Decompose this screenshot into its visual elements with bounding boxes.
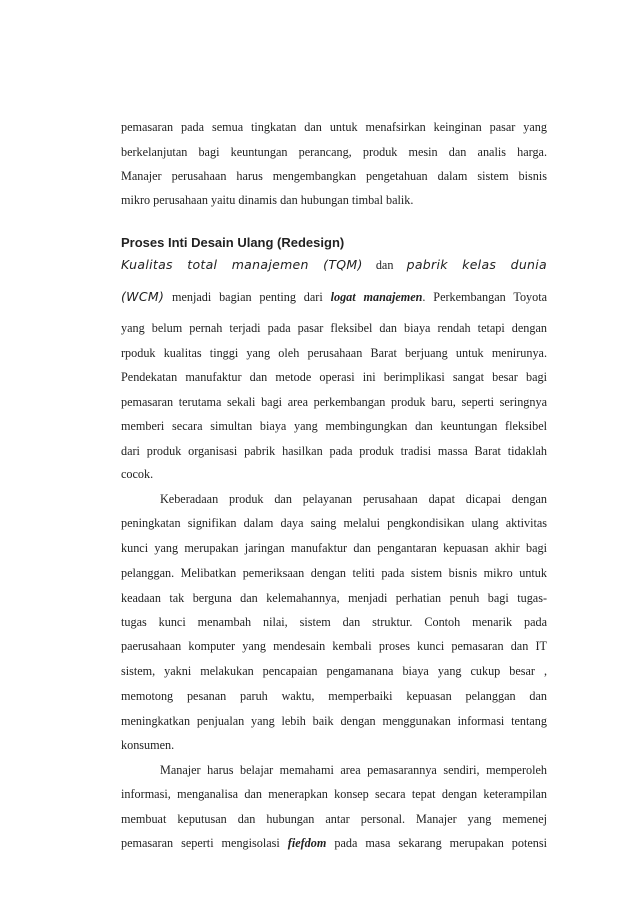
para1-line-4: mikro perusahaan yaitu dinamis dan hubungan timbal balik. <box>121 193 414 207</box>
wcm-abbrev: (WCM) <box>121 289 165 304</box>
para2-line-8: dari produk organisasi pabrik hasilkan pada produk tradisi massa Barat tidaklah <box>121 444 547 458</box>
para4-line-1: Manajer harus belajar memahami area pemasarannya sendiri, memperoleh <box>160 763 547 777</box>
para3-line-10: meningkatkan penjualan yang lebih baik dengan menggunakan informasi tentang <box>121 714 547 728</box>
para4-line-2: informasi, menganalisa dan menerapkan konsep secara tepat dengan keterampilan <box>121 787 547 801</box>
para1-line-3: Manajer perusahaan harus mengembangkan pengetahuan dalam sistem bisnis <box>121 169 547 183</box>
para4-line-4-tail: pada masa sekarang merupakan potensi <box>334 836 547 850</box>
para3-line-3: kunci yang merupakan jaringan manufaktur dan pengantaran kepuasan akhir bagi <box>121 541 547 555</box>
fiefdom-term: fiefdom <box>287 836 327 850</box>
para3-line-8: sistem, yakni melakukan pencapaian pengamanana biaya yang cukup besar , <box>121 664 547 678</box>
para3-line-11: konsumen. <box>121 738 175 752</box>
para2-line-1 <box>121 258 547 272</box>
para2-line-2 <box>121 290 547 304</box>
tqm-phrase: Kualitas total manajemen (TQM) <box>121 257 363 272</box>
para2-line-2-text: menjadi bagian penting dari <box>171 290 323 304</box>
para4-line-4-text: pemasaran seperti mengisolasi <box>121 836 280 850</box>
para2-line-2-tail: . Perkembangan Toyota <box>422 290 548 304</box>
para3-line-4: pelanggan. Melibatkan pemeriksaan dengan teliti pada sistem bisnis mikro untuk <box>121 566 547 580</box>
para2-line-4: rpoduk kualitas tinggi yang oleh perusahaan Barat berjuang untuk menirunya. <box>121 346 547 360</box>
para3-line-5: keadaan tak berguna dan kelemahannya, menjadi perhatian penuh bagi tugas- <box>121 591 547 605</box>
conjunction: dan <box>375 258 394 272</box>
para1-line-1: pemasaran pada semua tingkatan dan untuk menafsirkan keinginan pasar yang <box>121 120 547 134</box>
management-jargon-term: logat manajemen <box>330 290 423 304</box>
para2-line-6: pemasaran terutama sekali bagi area perkembangan produk baru, seperti seringnya <box>121 395 547 409</box>
para3-line-7: paerusahaan komputer yang mendesain kembali proses kunci pemasaran dan IT <box>121 639 547 653</box>
para2-line-3: yang belum pernah terjadi pada pasar fleksibel dan biaya rendah tetapi dengan <box>121 321 547 335</box>
para2-line-5: Pendekatan manufaktur dan metode operasi ini berimplikasi sangat besar bagi <box>121 370 547 384</box>
para3-line-6: tugas kunci menambah nilai, sistem dan struktur. Contoh menarik pada <box>121 615 547 629</box>
para4-line-3: membuat keputusan dan hubungan antar personal. Manajer yang memenej <box>121 812 547 826</box>
section-heading: Proses Inti Desain Ulang (Redesign) <box>121 235 345 250</box>
para3-line-2: peningkatan signifikan dalam daya saing melalui pengkondisikan ulang aktivitas <box>121 516 547 530</box>
para2-line-7: memberi secara simultan biaya yang membingungkan dan keuntungan fleksibel <box>121 419 547 433</box>
para2-line-9: cocok. <box>121 467 154 481</box>
para4-line-4 <box>121 836 547 850</box>
para1-line-2: berkelanjutan bagi keuntungan perancang, produk mesin dan analis harga. <box>121 145 547 159</box>
world-class-phrase: pabrik kelas dunia <box>406 257 548 272</box>
para3-line-1: Keberadaan produk dan pelayanan perusahaan dapat dicapai dengan <box>160 492 547 506</box>
para3-line-9: memotong pesanan paruh waktu, memperbaiki kepuasan pelanggan dan <box>121 689 547 703</box>
